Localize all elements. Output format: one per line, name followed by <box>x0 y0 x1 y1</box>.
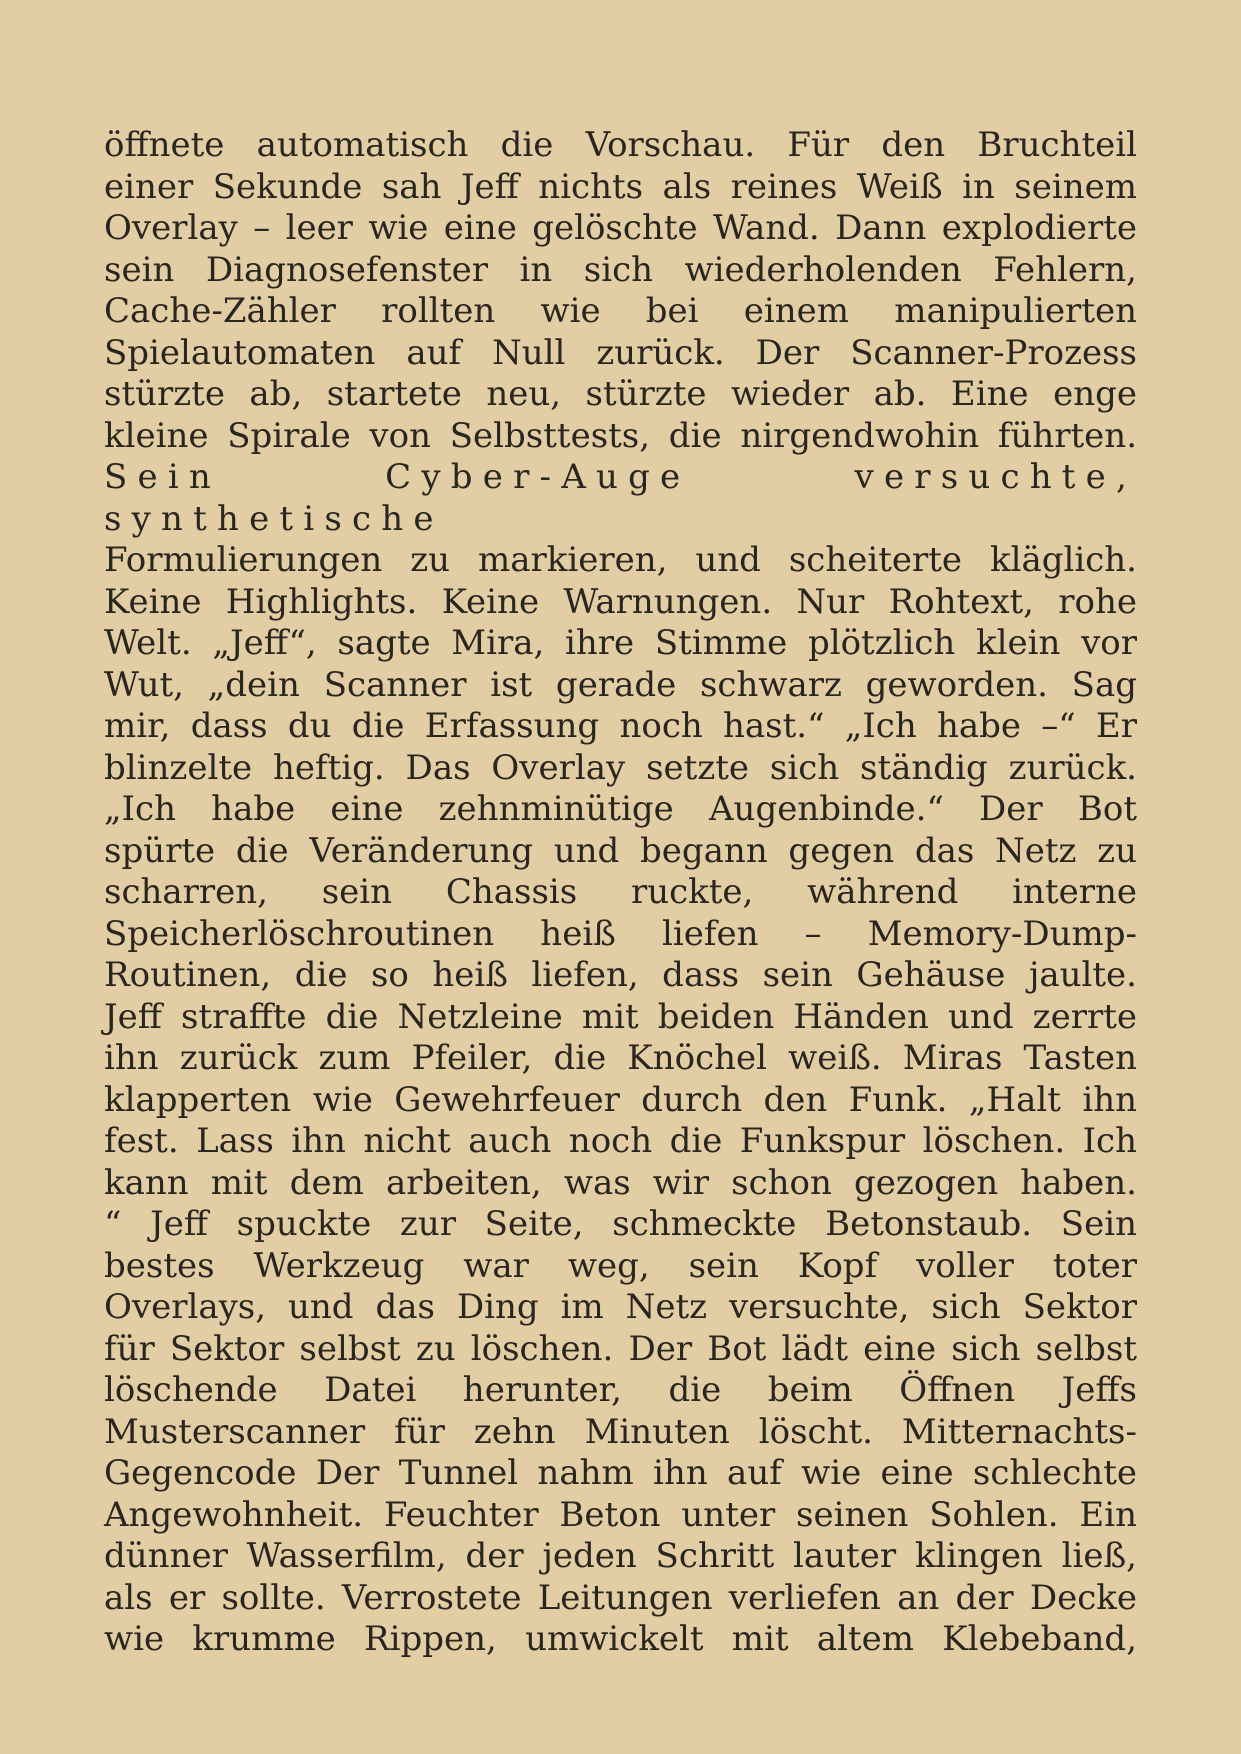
text-line: als er sollte. Verrostete Leitungen verliefen an der Decke <box>104 1577 1137 1618</box>
text-line: Formulierungen zu markieren, und scheiterte kläglich. <box>104 540 1137 580</box>
text-line: bestes Werkzeug war weg, sein Kopf voller toter <box>104 1245 1137 1286</box>
text-line: öffnete automatisch die Vorschau. Für den Bruchteil <box>104 125 1137 165</box>
text-line: Jeff straffte die Netzleine mit beiden Händen und zerrte <box>104 996 1137 1037</box>
text-line: Cache-Zähler rollten wie bei einem manipulierten <box>104 291 1137 331</box>
text-line: „Ich habe eine zehnminütige Augenbinde.“ Der Bot <box>104 789 1137 829</box>
text-line: kann mit dem arbeiten, was wir schon gezogen haben. <box>104 1162 1137 1203</box>
text-line: ihn zurück zum Pfeiler, die Knöchel weiß. Miras Tasten <box>104 1038 1137 1078</box>
text-line: kleine Spirale von Selbsttests, die nirgendwohin führten. <box>104 415 1137 456</box>
text-line: “ Jeff spuckte zur Seite, schmeckte Betonstaub. Sein <box>104 1204 1137 1244</box>
page-text <box>104 125 1137 1661</box>
text-line: scharren, sein Chassis ruckte, während interne <box>104 872 1137 912</box>
text-line: Gegencode Der Tunnel nahm ihn auf wie eine schlechte <box>104 1453 1137 1493</box>
text-line: fest. Lass ihn nicht auch noch die Funkspur löschen. Ich <box>104 1121 1137 1161</box>
text-line: Sein Cyber-Auge versuchte, synthetische <box>104 457 1137 539</box>
text-line: sein Diagnosefenster in sich wiederholenden Fehlern, <box>104 249 1137 290</box>
text-line: für Sektor selbst zu löschen. Der Bot lädt eine sich selbst <box>104 1328 1137 1369</box>
text-line: dünner Wasserfilm, der jeden Schritt lauter klingen ließ, <box>104 1536 1137 1576</box>
text-line: Wut, „dein Scanner ist gerade schwarz geworden. Sag <box>104 664 1137 705</box>
text-line: mir, dass du die Erfassung noch hast.“ „Ich habe –“ Er <box>104 706 1137 746</box>
text-line: Overlays, und das Ding im Netz versuchte, sich Sektor <box>104 1287 1137 1327</box>
text-line: wie krumme Rippen, umwickelt mit altem Klebeband, <box>104 1619 1137 1659</box>
text-line: einer Sekunde sah Jeff nichts als reines Weiß in seinem <box>104 166 1137 207</box>
text-line: spürte die Veränderung und begann gegen das Netz zu <box>104 830 1137 871</box>
text-line: blinzelte heftig. Das Overlay setzte sich ständig zurück. <box>104 747 1137 788</box>
text-line: Routinen, die so heiß liefen, dass sein Gehäuse jaulte. <box>104 955 1137 995</box>
text-line: Speicherlöschroutinen heiß liefen – Memory-Dump- <box>104 913 1137 954</box>
text-line: stürzte ab, startete neu, stürzte wieder ab. Eine enge <box>104 374 1137 414</box>
text-line: löschende Datei herunter, die beim Öffnen Jeffs <box>104 1370 1137 1410</box>
text-line: Angewohnheit. Feuchter Beton unter seinen Sohlen. Ein <box>104 1494 1137 1535</box>
text-line: Keine Highlights. Keine Warnungen. Nur Rohtext, rohe <box>104 581 1137 622</box>
text-line: Overlay – leer wie eine gelöschte Wand. Dann explodierte <box>104 208 1137 248</box>
text-line: Welt. „Jeff“, sagte Mira, ihre Stimme plötzlich klein vor <box>104 623 1137 663</box>
text-line: Spielautomaten auf Null zurück. Der Scanner-Prozess <box>104 332 1137 373</box>
text-line: klapperten wie Gewehrfeuer durch den Funk. „Halt ihn <box>104 1079 1137 1120</box>
text-line: Musterscanner für zehn Minuten löscht. Mitternachts- <box>104 1411 1137 1452</box>
